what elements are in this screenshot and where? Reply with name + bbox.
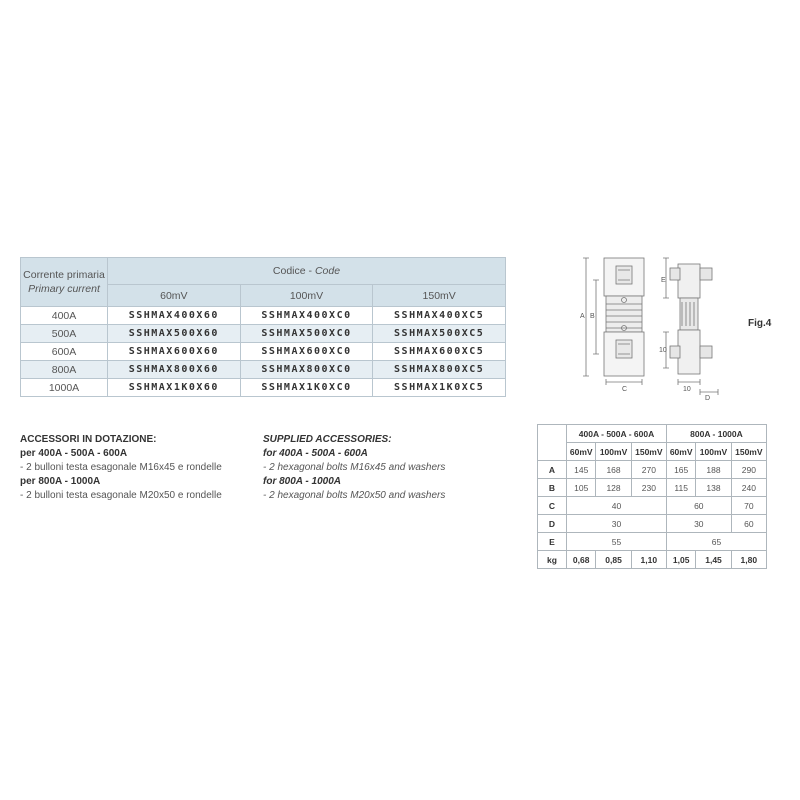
code-cell: SSHMAX600X60 (108, 343, 241, 361)
table-row (21, 307, 506, 325)
dims-cell: 1,10 (631, 551, 666, 569)
row-label-d: D (538, 515, 567, 533)
dims-cell: 0,68 (567, 551, 596, 569)
codice-header (108, 258, 506, 285)
code-cell: SSHMAX500X60 (108, 325, 241, 343)
dims-cell: 270 (631, 461, 666, 479)
dims-cell: 115 (666, 479, 695, 497)
code-cell: SSHMAX800X60 (108, 361, 241, 379)
dims-group1-header: 400A - 500A - 600A (567, 425, 667, 443)
dims-cell: 40 (567, 497, 667, 515)
table-row (21, 379, 506, 397)
code-cell: SSHMAX400XC5 (373, 307, 506, 325)
dims-cell: 1,80 (731, 551, 766, 569)
accessories-it (20, 433, 250, 503)
table-row (21, 343, 506, 361)
code-cell: SSHMAX400XC0 (240, 307, 373, 325)
dims-cell: 188 (696, 461, 731, 479)
dim-label-e: E (661, 277, 666, 284)
table-row (538, 461, 767, 479)
accessories-en-group2: for 800A - 1000A (263, 476, 341, 487)
dims-cell: 230 (631, 479, 666, 497)
accessories-it-group1: per 400A - 500A - 600A (20, 448, 128, 459)
dims-mv-header: 150mV (731, 443, 766, 461)
current-cell: 400A (21, 307, 108, 325)
code-cell: SSHMAX800XC5 (373, 361, 506, 379)
dim-label-b: B (590, 313, 595, 320)
current-cell: 1000A (21, 379, 108, 397)
dims-cell: 165 (666, 461, 695, 479)
dims-cell: 128 (596, 479, 631, 497)
figure-label: Fig.4 (748, 318, 772, 329)
dims-mv-header: 150mV (631, 443, 666, 461)
front-resistor-blades (606, 296, 642, 332)
accessories-en-title: SUPPLIED ACCESSORIES: (263, 434, 392, 445)
current-cell: 600A (21, 343, 108, 361)
side-resistor (680, 298, 698, 330)
codice-it: Codice (272, 265, 306, 277)
dimensions-table (537, 424, 767, 569)
dims-cell: 70 (731, 497, 766, 515)
dims-mv-header: 60mV (666, 443, 695, 461)
dims-mv-header: 60mV (567, 443, 596, 461)
accessories-en-item1: - 2 hexagonal bolts M16x45 and washers (263, 462, 446, 473)
table-row (538, 533, 767, 551)
dim-label-d: D (705, 395, 711, 400)
dim-label-a: A (580, 313, 585, 320)
mv-header-100: 100mV (240, 285, 373, 307)
accessories-it-item1: - 2 bulloni testa esagonale M16x45 e rondelle (20, 462, 222, 473)
header-en: Primary current (28, 283, 100, 295)
current-cell: 800A (21, 361, 108, 379)
accessories-it-title: ACCESSORI IN DOTAZIONE: (20, 434, 157, 445)
code-cell: SSHMAX500XC5 (373, 325, 506, 343)
dim-label-10-side: 10 (659, 347, 667, 354)
mv-header-60: 60mV (108, 285, 241, 307)
dims-cell: 65 (666, 533, 766, 551)
row-label-e: E (538, 533, 567, 551)
row-label-c: C (538, 497, 567, 515)
table-row (538, 515, 767, 533)
codes-table (20, 257, 506, 397)
row-label-a: A (538, 461, 567, 479)
accessories-en (263, 433, 503, 503)
code-cell: SSHMAX400X60 (108, 307, 241, 325)
dims-cell: 290 (731, 461, 766, 479)
dims-mv-header: 100mV (596, 443, 631, 461)
accessories-it-group2: per 800A - 1000A (20, 476, 101, 487)
dims-cell: 168 (596, 461, 631, 479)
header-it: Corrente primaria (23, 269, 105, 281)
row-label-kg: kg (538, 551, 567, 569)
mv-header-150: 150mV (373, 285, 506, 307)
dim-label-10-bottom: 10 (683, 386, 691, 393)
code-cell: SSHMAX600XC5 (373, 343, 506, 361)
dims-cell: 60 (666, 497, 731, 515)
accessories-it-item2: - 2 bulloni testa esagonale M20x50 e rondelle (20, 490, 222, 501)
dims-cell: 105 (567, 479, 596, 497)
dims-cell: 138 (696, 479, 731, 497)
dims-cell: 1,45 (696, 551, 731, 569)
dims-cell: 30 (567, 515, 667, 533)
code-cell: SSHMAX1K0XC5 (373, 379, 506, 397)
side-top-terminal (678, 264, 700, 298)
primary-current-header (21, 258, 108, 307)
dim-label-c: C (622, 386, 628, 393)
table-row (21, 325, 506, 343)
table-row (21, 361, 506, 379)
row-label-b: B (538, 479, 567, 497)
table-row (538, 551, 767, 569)
current-cell: 500A (21, 325, 108, 343)
dims-cell: 0,85 (596, 551, 631, 569)
dims-cell: 145 (567, 461, 596, 479)
code-cell: SSHMAX500XC0 (240, 325, 373, 343)
codice-en: Code (314, 265, 341, 277)
dims-cell: 1,05 (666, 551, 695, 569)
dims-cell: 240 (731, 479, 766, 497)
dims-mv-header: 100mV (696, 443, 731, 461)
accessories-en-group1: for 400A - 500A - 600A (263, 448, 368, 459)
table-row (538, 497, 767, 515)
dims-cell: 30 (666, 515, 731, 533)
dims-cell: 55 (567, 533, 667, 551)
dims-corner (538, 425, 567, 461)
code-cell: SSHMAX1K0XC0 (240, 379, 373, 397)
dims-group2-header: 800A - 1000A (666, 425, 766, 443)
code-cell: SSHMAX1K0X60 (108, 379, 241, 397)
dims-cell: 60 (731, 515, 766, 533)
code-cell: SSHMAX600XC0 (240, 343, 373, 361)
accessories-en-item2: - 2 hexagonal bolts M20x50 and washers (263, 490, 446, 501)
side-bottom-terminal (678, 330, 700, 374)
codice-sep: - (305, 265, 315, 277)
code-cell: SSHMAX800XC0 (240, 361, 373, 379)
table-row (538, 479, 767, 497)
shunt-technical-drawing (566, 254, 746, 400)
